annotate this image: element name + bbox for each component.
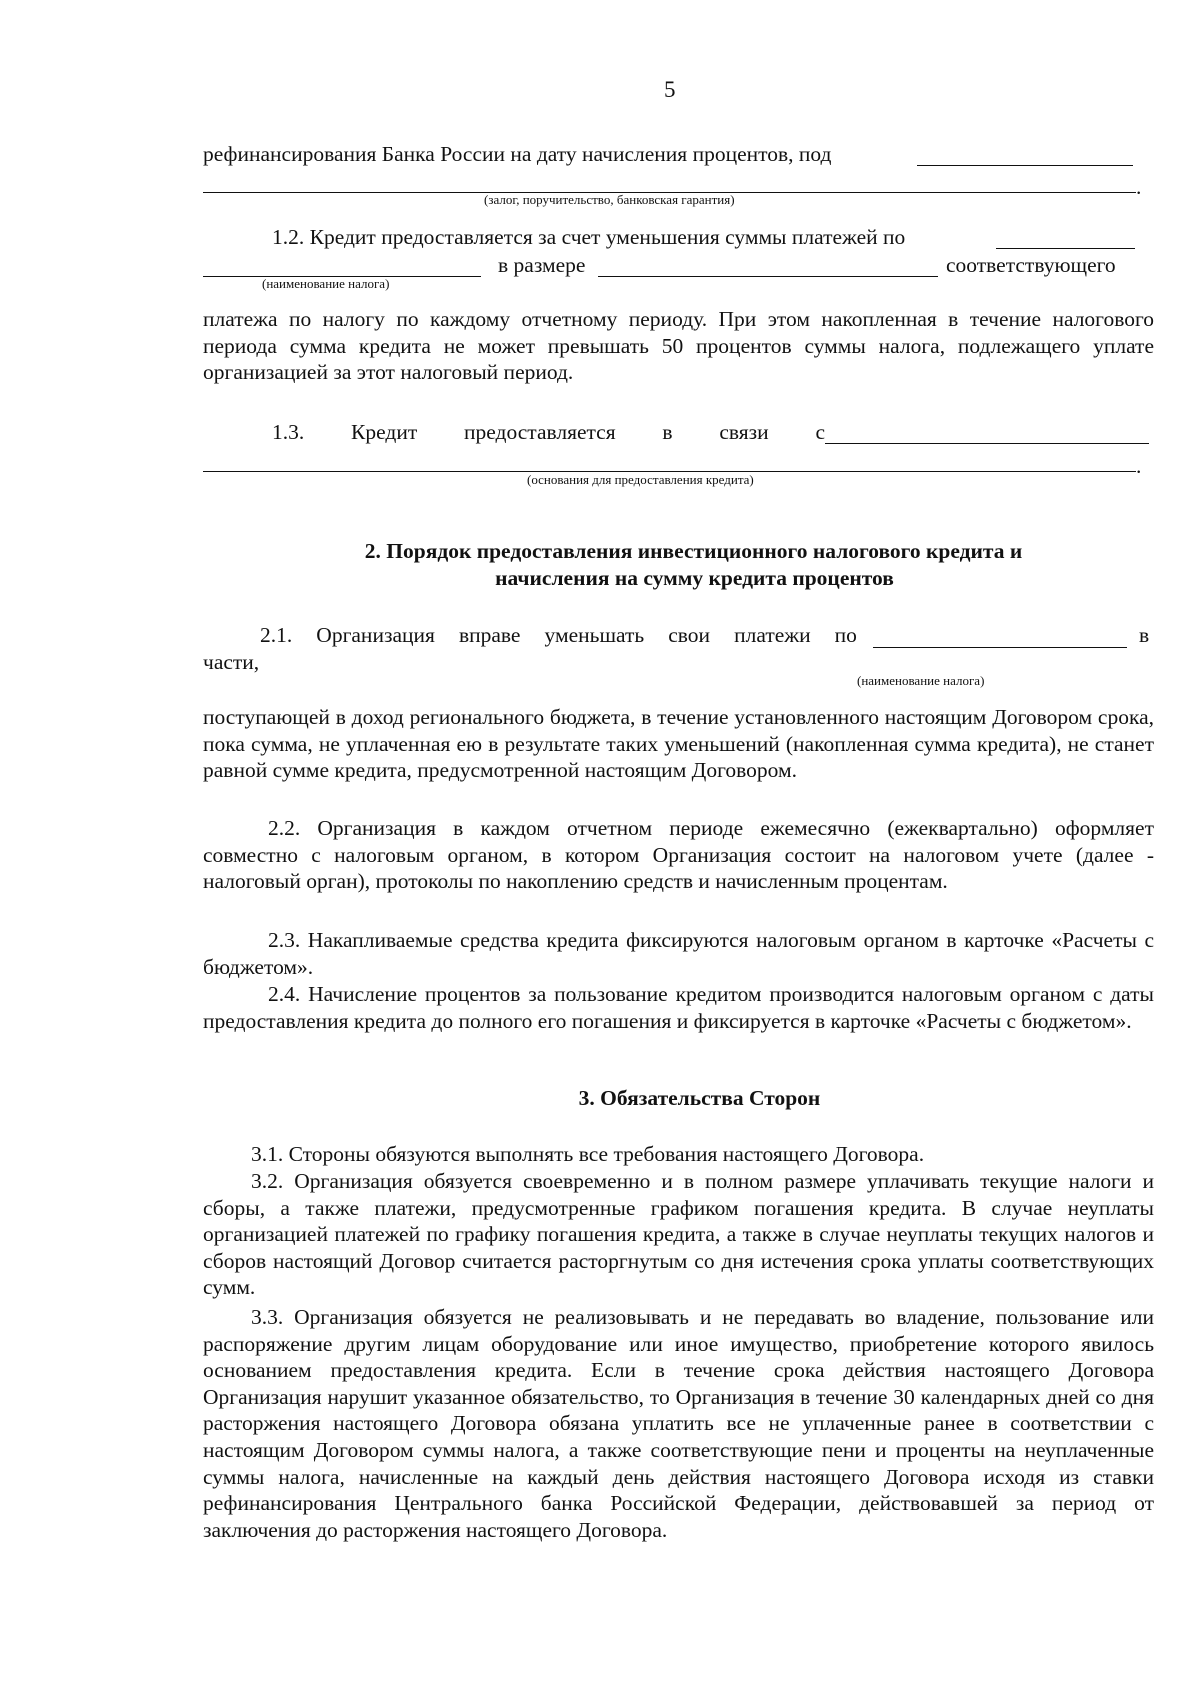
item-1-2-line-1: 1.2. Кредит предоставляется за счет уменьшения суммы платежей по xyxy=(272,225,906,249)
top-line-1-blank xyxy=(917,165,1133,166)
p2-1-word: вправе xyxy=(458,623,521,647)
p2-1-continuation: поступающей в доход регионального бюджета, в течение установленного настоящим Договором срока, пока сумма, не уплаченная ею в результате таких уменьшений (накопленная сумма кредита), не станет равной сумме кредита, предусмотренной настоящим Договором. xyxy=(203,705,1154,783)
top-line-1-text: рефинансирования Банка России на дату начисления процентов, под xyxy=(203,142,832,166)
p3-2-text: 3.2. Организация обязуется своевременно и в полном размере уплачивать текущие налоги и сборы, а также платежи, предусмотренные графиком погашения кредита. В случае неуплаты организацией платежей по графику погашения кредита, а также в случае неуплаты текущих налогов и сборов настоящий Договор считается расторгнутым со дня истечения срока уплаты соответствующих сумм. xyxy=(203,1169,1154,1300)
section-2-heading-line-2: начисления на сумму кредита процентов xyxy=(495,566,894,590)
p3-1-text: 3.1. Стороны обязуются выполнять все требования настоящего Договора. xyxy=(251,1142,925,1166)
item-1-2-mid-text: в размере xyxy=(498,253,586,277)
item-1-3-word: предоставляется xyxy=(464,420,616,444)
top-line-2-end: . xyxy=(1136,175,1142,199)
p2-1-word: 2.1. xyxy=(260,623,293,647)
p2-2-text: 2.2. Организация в каждом отчетном периоде ежемесячно (ежеквартально) оформляет совместно с налоговым органом, в котором Организация состоит на налоговом учете (далее - налоговый орган), протоколы по накоплению средств и начисленным процентам. xyxy=(203,816,1154,894)
item-1-2-caption: (наименование налога) xyxy=(262,276,390,291)
p2-1-word: Организация xyxy=(316,623,435,647)
p2-1-end-word: в xyxy=(1139,623,1150,647)
p3-1 xyxy=(203,1141,1154,1168)
p2-1-word: свои xyxy=(668,623,711,647)
p3-2 xyxy=(203,1168,1154,1301)
item-1-3-word: с xyxy=(815,420,825,444)
item-1-3-blank-1 xyxy=(825,443,1149,444)
item-1-3-end: . xyxy=(1136,454,1142,478)
item-1-2-blank-3 xyxy=(598,276,938,277)
top-line-2-caption: (залог, поручительство, банковская гарантия) xyxy=(484,192,735,207)
p2-4 xyxy=(203,981,1154,1034)
p2-1-word: уменьшать xyxy=(544,623,645,647)
section-3-heading: 3. Обязательства Сторон xyxy=(578,1086,821,1110)
p3-3 xyxy=(203,1304,1154,1543)
section-2-heading-line-1: 2. Порядок предоставления инвестиционного налогового кредита и xyxy=(364,539,1023,563)
item-1-3-word: в xyxy=(662,420,673,444)
item-1-3-caption: (основания для предоставления кредита) xyxy=(527,472,754,487)
item-1-3-word: связи xyxy=(719,420,769,444)
page-number: 5 xyxy=(664,77,676,102)
p2-2 xyxy=(203,815,1154,895)
p3-3-text: 3.3. Организация обязуется не реализовывать и не передавать во владение, пользование или распоряжение другим лицам оборудование или иное имущество, приобретение которого явилось основанием предоставления кредита. Если в течение срока действия настоящего Договора Организация нарушит указанное обязательство, то Организация в течение 30 календарных дней со дня расторжения настоящего Договора обязана уплатить все не уплаченные ранее в соответствии с настоящим Договором суммы налога, а также соответствующие пени и проценты на неуплаченные суммы налога, начисленные на каждый день действия настоящего Договора исходя из ставки рефинансирования Центрального банка Российской Федерации, действовавшей за период от заключения до расторжения настоящего Договора. xyxy=(203,1305,1154,1542)
p2-3 xyxy=(203,927,1154,980)
p2-1-line-2: части, xyxy=(203,650,260,674)
p2-3-text: 2.3. Накапливаемые средства кредита фиксируются налоговым органом в карточке «Расчеты с бюджетом». xyxy=(203,928,1154,979)
p2-1-caption: (наименование налога) xyxy=(857,673,985,688)
p2-1-blank xyxy=(873,647,1127,648)
p2-1-word: по xyxy=(834,623,857,647)
p2-1-line-1 xyxy=(260,622,857,648)
item-1-3-word: Кредит xyxy=(351,420,418,444)
item-1-2-continuation: платежа по налогу по каждому отчетному периоду. При этом накопленная в течение налогового периода сумма кредита не может превышать 50 процентов суммы налога, подлежащего уплате организацией за этот налоговый период. xyxy=(203,307,1154,385)
item-1-2-end-text: соответствующего xyxy=(946,253,1116,277)
p2-4-text: 2.4. Начисление процентов за пользование кредитом производится налоговым органом с даты предоставления кредита до полного его погашения и фиксируется в карточке «Расчеты с бюджетом». xyxy=(203,982,1154,1033)
item-1-3-word: 1.3. xyxy=(272,420,305,444)
item-1-3-line xyxy=(272,419,825,445)
p2-1-word: платежи xyxy=(734,623,811,647)
item-1-2-blank-1 xyxy=(996,248,1135,249)
